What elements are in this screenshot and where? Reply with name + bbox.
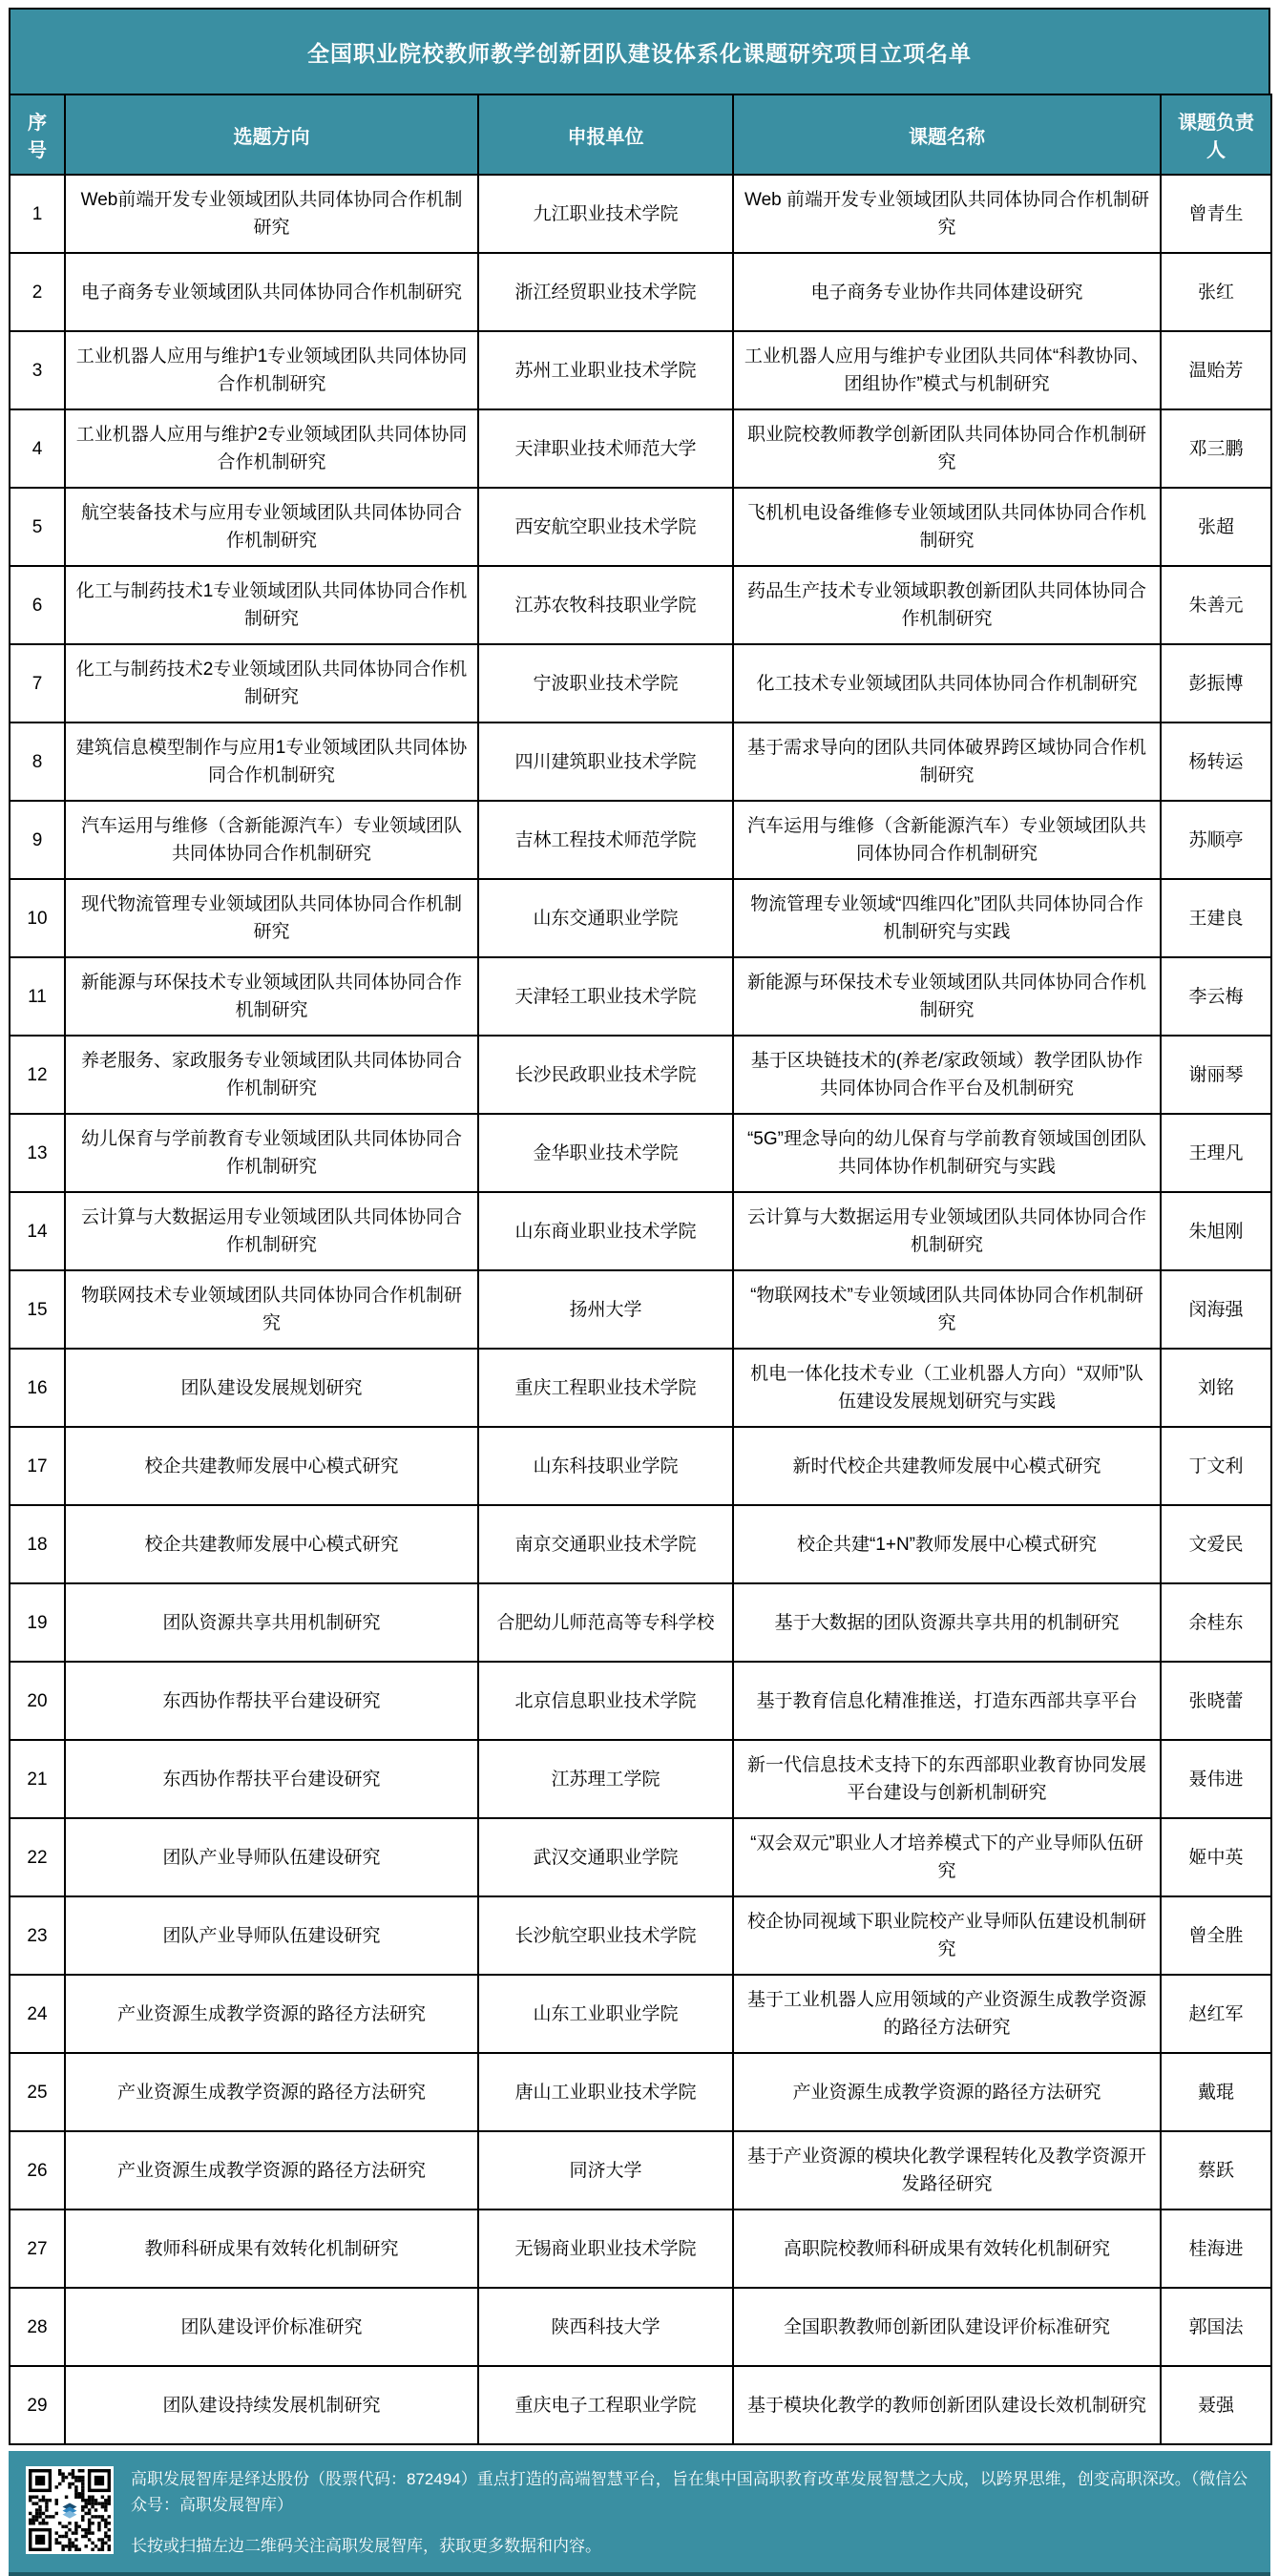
col-header-project: 课题名称 [733, 94, 1161, 175]
row-number-cell: 9 [10, 801, 65, 879]
footer-text [131, 2466, 1251, 2559]
direction-cell: 新能源与环保技术专业领域团队共同体协同合作机制研究 [65, 957, 478, 1036]
direction-cell: 产业资源生成教学资源的路径方法研究 [65, 2131, 478, 2209]
unit-cell: 浙江经贸职业技术学院 [478, 253, 733, 331]
project-name-cell: “物联网技术”专业领域团队共同体协同合作机制研究 [733, 1270, 1161, 1349]
table-row [10, 488, 1271, 566]
project-name-cell: 飞机机电设备维修专业领域团队共同体协同合作机制研究 [733, 488, 1161, 566]
row-number-cell: 10 [10, 879, 65, 957]
row-number-cell: 29 [10, 2366, 65, 2444]
direction-cell: 现代物流管理专业领域团队共同体协同合作机制研究 [65, 879, 478, 957]
direction-cell: 教师科研成果有效转化机制研究 [65, 2209, 478, 2288]
row-number-cell: 16 [10, 1349, 65, 1427]
unit-cell: 宁波职业技术学院 [478, 644, 733, 723]
project-name-cell: 职业院校教师教学创新团队共同体协同合作机制研究 [733, 409, 1161, 488]
table-row [10, 2288, 1271, 2366]
table-row [10, 331, 1271, 409]
col-header-unit: 申报单位 [478, 94, 733, 175]
table-row [10, 723, 1271, 801]
table-row [10, 1583, 1271, 1662]
direction-cell: 团队产业导师队伍建设研究 [65, 1896, 478, 1975]
direction-cell: 团队建设发展规划研究 [65, 1349, 478, 1427]
qr-logo [59, 2500, 80, 2521]
table-row [10, 957, 1271, 1036]
leader-cell: 谢丽琴 [1161, 1036, 1271, 1114]
project-name-cell: 药品生产技术专业领域职教创新团队共同体协同合作机制研究 [733, 566, 1161, 644]
direction-cell: 电子商务专业领域团队共同体协同合作机制研究 [65, 253, 478, 331]
page [9, 8, 1270, 2576]
col-header-leader: 课题负责人 [1161, 94, 1271, 175]
row-number-cell: 12 [10, 1036, 65, 1114]
row-number-cell: 6 [10, 566, 65, 644]
leader-cell: 张超 [1161, 488, 1271, 566]
table-row [10, 1349, 1271, 1427]
page-title: 全国职业院校教师教学创新团队建设体系化课题研究项目立项名单 [307, 40, 972, 66]
unit-cell: 山东工业职业学院 [478, 1975, 733, 2053]
direction-cell: 汽车运用与维修（含新能源汽车）专业领域团队共同体协同合作机制研究 [65, 801, 478, 879]
project-name-cell: 校企协同视域下职业院校产业导师队伍建设机制研究 [733, 1896, 1161, 1975]
qr-code-icon [26, 2466, 114, 2554]
leader-cell: 张晓蕾 [1161, 1662, 1271, 1740]
direction-cell: 工业机器人应用与维护1专业领域团队共同体协同合作机制研究 [65, 331, 478, 409]
unit-cell: 同济大学 [478, 2131, 733, 2209]
row-number-cell: 11 [10, 957, 65, 1036]
leader-cell: 聂伟进 [1161, 1740, 1271, 1818]
direction-cell: 物联网技术专业领域团队共同体协同合作机制研究 [65, 1270, 478, 1349]
leader-cell: 戴琨 [1161, 2053, 1271, 2131]
row-number-cell: 20 [10, 1662, 65, 1740]
direction-cell: 团队资源共享共用机制研究 [65, 1583, 478, 1662]
leader-cell: 朱旭刚 [1161, 1192, 1271, 1270]
table-row [10, 1662, 1271, 1740]
unit-cell: 苏州工业职业技术学院 [478, 331, 733, 409]
row-number-cell: 21 [10, 1740, 65, 1818]
leader-cell: 朱善元 [1161, 566, 1271, 644]
table-row [10, 1427, 1271, 1505]
project-name-cell: 基于教育信息化精准推送，打造东西部共享平台 [733, 1662, 1161, 1740]
project-name-cell: 基于需求导向的团队共同体破界跨区域协同合作机制研究 [733, 723, 1161, 801]
table-row [10, 1896, 1271, 1975]
project-name-cell: 基于工业机器人应用领域的产业资源生成教学资源的路径方法研究 [733, 1975, 1161, 2053]
table-row [10, 801, 1271, 879]
leader-cell: 郭国法 [1161, 2288, 1271, 2366]
direction-cell: 工业机器人应用与维护2专业领域团队共同体协同合作机制研究 [65, 409, 478, 488]
leader-cell: 曾青生 [1161, 175, 1271, 253]
table-row [10, 1740, 1271, 1818]
project-name-cell: 产业资源生成教学资源的路径方法研究 [733, 2053, 1161, 2131]
project-name-cell: 基于区块链技术的(养老/家政领域）教学团队协作共同体协同合作平台及机制研究 [733, 1036, 1161, 1114]
footer-intro: 高职发展智库是绎达股份（股票代码：872494）重点打造的高端智慧平台，旨在集中国高职教育改革发展智慧之大成，以跨界思维，创变高职深改。（微信公众号：高职发展智库） [131, 2470, 1248, 2514]
direction-cell: 航空装备技术与应用专业领域团队共同体协同合作机制研究 [65, 488, 478, 566]
project-name-cell: 新一代信息技术支持下的东西部职业教育协同发展平台建设与创新机制研究 [733, 1740, 1161, 1818]
project-name-cell: 汽车运用与维修（含新能源汽车）专业领域团队共同体协同合作机制研究 [733, 801, 1161, 879]
row-number-cell: 28 [10, 2288, 65, 2366]
unit-cell: 无锡商业职业技术学院 [478, 2209, 733, 2288]
project-name-cell: 云计算与大数据运用专业领域团队共同体协同合作机制研究 [733, 1192, 1161, 1270]
leader-cell: 王理凡 [1161, 1114, 1271, 1192]
unit-cell: 江苏农牧科技职业学院 [478, 566, 733, 644]
unit-cell: 江苏理工学院 [478, 1740, 733, 1818]
leader-cell: 邓三鹏 [1161, 409, 1271, 488]
direction-cell: 产业资源生成教学资源的路径方法研究 [65, 1975, 478, 2053]
row-number-cell: 15 [10, 1270, 65, 1349]
table-title-bar [9, 8, 1270, 94]
direction-cell: 团队建设评价标准研究 [65, 2288, 478, 2366]
direction-cell: 建筑信息模型制作与应用1专业领域团队共同体协同合作机制研究 [65, 723, 478, 801]
unit-cell: 天津职业技术师范大学 [478, 409, 733, 488]
project-name-cell: 全国职教教师创新团队建设评价标准研究 [733, 2288, 1161, 2366]
table-row [10, 2209, 1271, 2288]
table-row [10, 409, 1271, 488]
project-name-cell: 基于大数据的团队资源共享共用的机制研究 [733, 1583, 1161, 1662]
unit-cell: 金华职业技术学院 [478, 1114, 733, 1192]
unit-cell: 四川建筑职业技术学院 [478, 723, 733, 801]
table-body [10, 175, 1271, 2444]
table-row [10, 2131, 1271, 2209]
row-number-cell: 24 [10, 1975, 65, 2053]
leader-cell: 温贻芳 [1161, 331, 1271, 409]
unit-cell: 北京信息职业技术学院 [478, 1662, 733, 1740]
leader-cell: 苏顺亭 [1161, 801, 1271, 879]
table-row [10, 1975, 1271, 2053]
row-number-cell: 27 [10, 2209, 65, 2288]
row-number-cell: 4 [10, 409, 65, 488]
unit-cell: 长沙航空职业技术学院 [478, 1896, 733, 1975]
project-name-cell: “双会双元”职业人才培养模式下的产业导师队伍研究 [733, 1818, 1161, 1896]
unit-cell: 西安航空职业技术学院 [478, 488, 733, 566]
unit-cell: 山东交通职业学院 [478, 879, 733, 957]
direction-cell: 化工与制药技术2专业领域团队共同体协同合作机制研究 [65, 644, 478, 723]
project-name-cell: 基于模块化教学的教师创新团队建设长效机制研究 [733, 2366, 1161, 2444]
unit-cell: 唐山工业职业技术学院 [478, 2053, 733, 2131]
table-row [10, 2053, 1271, 2131]
table-row [10, 175, 1271, 253]
unit-cell: 陕西科技大学 [478, 2288, 733, 2366]
projects-table [9, 94, 1272, 2445]
direction-cell: 养老服务、家政服务专业领域团队共同体协同合作机制研究 [65, 1036, 478, 1114]
direction-cell: 产业资源生成教学资源的路径方法研究 [65, 2053, 478, 2131]
row-number-cell: 3 [10, 331, 65, 409]
project-name-cell: 高职院校教师科研成果有效转化机制研究 [733, 2209, 1161, 2288]
direction-cell: 幼儿保育与学前教育专业领域团队共同体协同合作机制研究 [65, 1114, 478, 1192]
row-number-cell: 5 [10, 488, 65, 566]
leader-cell: 余桂东 [1161, 1583, 1271, 1662]
leader-cell: 张红 [1161, 253, 1271, 331]
leader-cell: 桂海进 [1161, 2209, 1271, 2288]
leader-cell: 曾全胜 [1161, 1896, 1271, 1975]
direction-cell: 云计算与大数据运用专业领域团队共同体协同合作机制研究 [65, 1192, 478, 1270]
unit-cell: 山东商业职业技术学院 [478, 1192, 733, 1270]
direction-cell: 团队建设持续发展机制研究 [65, 2366, 478, 2444]
table-row [10, 879, 1271, 957]
direction-cell: Web前端开发专业领域团队共同体协同合作机制研究 [65, 175, 478, 253]
row-number-cell: 17 [10, 1427, 65, 1505]
direction-cell: 化工与制药技术1专业领域团队共同体协同合作机制研究 [65, 566, 478, 644]
unit-cell: 山东科技职业学院 [478, 1427, 733, 1505]
leader-cell: 姬中英 [1161, 1818, 1271, 1896]
leader-cell: 彭振博 [1161, 644, 1271, 723]
project-name-cell: 校企共建“1+N”教师发展中心模式研究 [733, 1505, 1161, 1583]
leader-cell: 赵红军 [1161, 1975, 1271, 2053]
table-row [10, 566, 1271, 644]
unit-cell: 长沙民政职业技术学院 [478, 1036, 733, 1114]
project-name-cell: 基于产业资源的模块化教学课程转化及教学资源开发路径研究 [733, 2131, 1161, 2209]
direction-cell: 团队产业导师队伍建设研究 [65, 1818, 478, 1896]
row-number-cell: 19 [10, 1583, 65, 1662]
row-number-cell: 1 [10, 175, 65, 253]
leader-cell: 丁文利 [1161, 1427, 1271, 1505]
table-row [10, 1505, 1271, 1583]
row-number-cell: 13 [10, 1114, 65, 1192]
row-number-cell: 22 [10, 1818, 65, 1896]
leader-cell: 聂强 [1161, 2366, 1271, 2444]
row-number-cell: 23 [10, 1896, 65, 1975]
leader-cell: 杨转运 [1161, 723, 1271, 801]
col-header-no: 序号 [10, 94, 65, 175]
project-name-cell: “5G”理念导向的幼儿保育与学前教育领域国创团队共同体协作机制研究与实践 [733, 1114, 1161, 1192]
row-number-cell: 18 [10, 1505, 65, 1583]
project-name-cell: 新时代校企共建教师发展中心模式研究 [733, 1427, 1161, 1505]
table-row [10, 1818, 1271, 1896]
leader-cell: 蔡跃 [1161, 2131, 1271, 2209]
row-number-cell: 7 [10, 644, 65, 723]
row-number-cell: 25 [10, 2053, 65, 2131]
col-header-direction: 选题方向 [65, 94, 478, 175]
unit-cell: 九江职业技术学院 [478, 175, 733, 253]
table-row [10, 644, 1271, 723]
project-name-cell: 工业机器人应用与维护专业团队共同体“科教协同、团组协作”模式与机制研究 [733, 331, 1161, 409]
project-name-cell: 化工技术专业领域团队共同体协同合作机制研究 [733, 644, 1161, 723]
unit-cell: 南京交通职业技术学院 [478, 1505, 733, 1583]
direction-cell: 东西协作帮扶平台建设研究 [65, 1740, 478, 1818]
unit-cell: 重庆工程职业技术学院 [478, 1349, 733, 1427]
project-name-cell: 新能源与环保技术专业领域团队共同体协同合作机制研究 [733, 957, 1161, 1036]
project-name-cell: Web 前端开发专业领域团队共同体协同合作机制研究 [733, 175, 1161, 253]
project-name-cell: 电子商务专业协作共同体建设研究 [733, 253, 1161, 331]
leader-cell: 王建良 [1161, 879, 1271, 957]
unit-cell: 吉林工程技术师范学院 [478, 801, 733, 879]
leader-cell: 李云梅 [1161, 957, 1271, 1036]
direction-cell: 东西协作帮扶平台建设研究 [65, 1662, 478, 1740]
unit-cell: 武汉交通职业学院 [478, 1818, 733, 1896]
leader-cell: 刘铭 [1161, 1349, 1271, 1427]
row-number-cell: 26 [10, 2131, 65, 2209]
unit-cell: 天津轻工职业技术学院 [478, 957, 733, 1036]
leader-cell: 文爱民 [1161, 1505, 1271, 1583]
table-row [10, 2366, 1271, 2444]
footer-scan-hint: 长按或扫描左边二维码关注高职发展智库，获取更多数据和内容。 [131, 2537, 601, 2555]
table-row [10, 1192, 1271, 1270]
unit-cell: 合肥幼儿师范高等专科学校 [478, 1583, 733, 1662]
row-number-cell: 2 [10, 253, 65, 331]
direction-cell: 校企共建教师发展中心模式研究 [65, 1427, 478, 1505]
leader-cell: 闵海强 [1161, 1270, 1271, 1349]
row-number-cell: 8 [10, 723, 65, 801]
direction-cell: 校企共建教师发展中心模式研究 [65, 1505, 478, 1583]
project-name-cell: 物流管理专业领域“四维四化”团队共同体协同合作机制研究与实践 [733, 879, 1161, 957]
table-row [10, 253, 1271, 331]
table-row [10, 1270, 1271, 1349]
footer-banner [9, 2451, 1270, 2576]
table-row [10, 1036, 1271, 1114]
table-row [10, 1114, 1271, 1192]
header-row [10, 94, 1271, 175]
unit-cell: 重庆电子工程职业学院 [478, 2366, 733, 2444]
project-name-cell: 机电一体化技术专业（工业机器人方向）“双师”队伍建设发展规划研究与实践 [733, 1349, 1161, 1427]
unit-cell: 扬州大学 [478, 1270, 733, 1349]
row-number-cell: 14 [10, 1192, 65, 1270]
